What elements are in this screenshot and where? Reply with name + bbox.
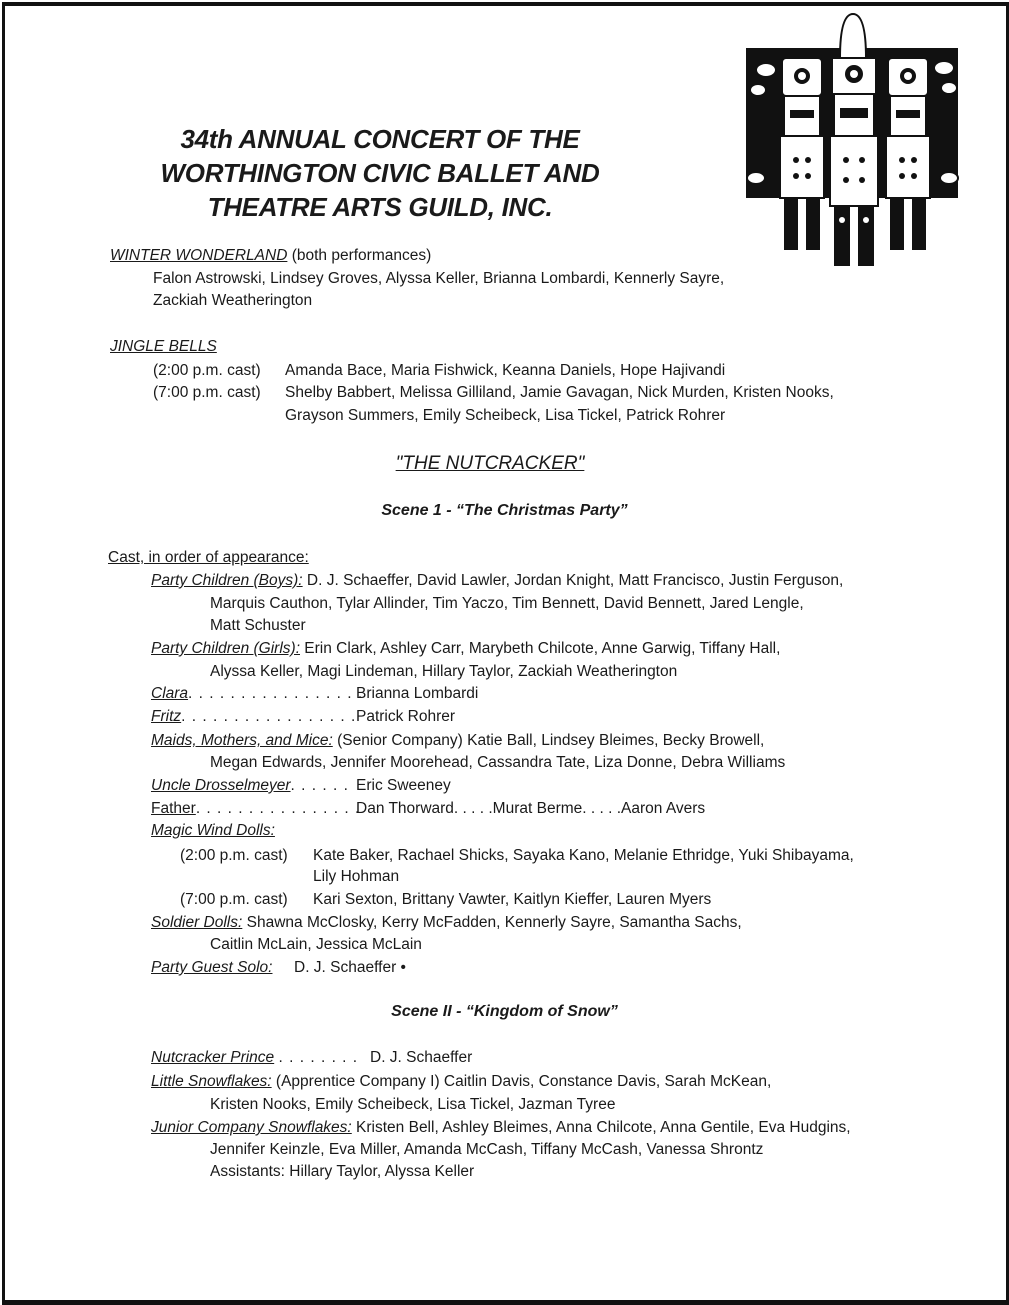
soldier-label: Soldier Dolls: (151, 914, 243, 931)
jingle-cast2-line-1: Shelby Babbert, Melissa Gilliland, Jamie Gavagan, Nick Murden, Kristen Nooks, (285, 384, 834, 401)
maids-label: Maids, Mothers, and Mice: (151, 732, 333, 749)
prince-dots: . . . . . . . . (278, 1049, 359, 1066)
junior-line-2: Jennifer Keinzle, Eva Miller, Amanda McCash, Tiffany McCash, Vanessa Shrontz (210, 1141, 764, 1158)
boys-line-2: Marquis Cauthon, Tylar Allinder, Tim Yaczo, Tim Bennett, David Bennett, Jared Lengle, (210, 595, 804, 612)
girls-label: Party Children (Girls): (151, 640, 300, 657)
little-label: Little Snowflakes: (151, 1073, 272, 1090)
jingle-cast2-line-2: Grayson Summers, Emily Scheibeck, Lisa Tickel, Patrick Rohrer (285, 407, 726, 424)
father-row (151, 798, 360, 820)
father-dots: . . . . . . . . . . . . . . . . (195, 800, 361, 817)
magic-label: Magic Wind Dolls: (151, 822, 275, 839)
nutcracker-illustration (744, 10, 962, 272)
prince-label: Nutcracker Prince (151, 1049, 275, 1066)
clara-dots: . . . . . . . . . . . . . . . . . (188, 685, 364, 702)
magic2-time: (7:00 p.m. cast) (180, 891, 288, 908)
father-names: Dan Thorward. . . . .Murat Berme. . . . .Aaron Avers (356, 800, 706, 817)
little-line-1 (151, 1071, 771, 1093)
uncle-row (151, 775, 349, 797)
maids-line-1 (151, 730, 764, 752)
little-names-1: (Apprentice Company I) Caitlin Davis, Constance Davis, Sarah McKean, (271, 1073, 772, 1090)
jingle-cast2-time: (7:00 p.m. cast) (153, 384, 261, 401)
concert-title (120, 122, 640, 224)
magic1-line-2: Lily Hohman (313, 868, 400, 885)
clara-row (151, 683, 363, 705)
winter-note: (both performances) (287, 247, 432, 264)
scene1-heading: Scene 1 - “The Christmas Party” (381, 502, 628, 519)
uncle-dots: . . . . . . (290, 777, 349, 794)
father-label: Father (151, 800, 196, 817)
clara-label: Clara (151, 685, 189, 702)
little-line-2: Kristen Nooks, Emily Scheibeck, Lisa Tickel, Jazman Tyree (210, 1096, 616, 1113)
jingle-cast1-time: (2:00 p.m. cast) (153, 362, 261, 379)
winter-heading-line (110, 245, 431, 267)
boys-label: Party Children (Boys): (151, 572, 303, 589)
magic2: Kari Sexton, Brittany Vawter, Kaitlyn Kieffer, Lauren Myers (313, 891, 712, 908)
soldier-line-1 (151, 912, 742, 934)
fritz-name: Patrick Rohrer (356, 708, 456, 725)
prince-row (151, 1047, 358, 1069)
junior-label: Junior Company Snowflakes: (151, 1119, 352, 1136)
girls-line-1 (151, 638, 780, 660)
uncle-label: Uncle Drosselmeyer (151, 777, 291, 794)
soldier-names-1: Shawna McClosky, Kerry McFadden, Kennerly Sayre, Samantha Sachs, (242, 914, 742, 931)
assistants: Assistants: Hillary Taylor, Alyssa Keller (210, 1163, 475, 1180)
winter-cast-line-2: Zackiah Weatherington (153, 292, 313, 309)
boys-line-1 (151, 570, 843, 592)
title-line-2: WORTHINGTON CIVIC BALLET AND (160, 158, 600, 188)
girls-line-2: Alyssa Keller, Magi Lindeman, Hillary Taylor, Zackiah Weatherington (210, 663, 678, 680)
boys-line-3: Matt Schuster (210, 617, 306, 634)
boys-names-1: D. J. Schaeffer, David Lawler, Jordan Knight, Matt Francisco, Justin Ferguson, (302, 572, 844, 589)
title-line-1: 34th ANNUAL CONCERT OF THE (180, 124, 580, 154)
title-line-3: THEATRE ARTS GUILD, INC. (207, 192, 553, 222)
maids-line-2: Megan Edwards, Jennifer Moorehead, Cassandra Tate, Liza Donne, Debra Williams (210, 754, 786, 771)
fritz-dots: . . . . . . . . . . . . . . . . . (181, 708, 357, 725)
girls-names-1: Erin Clark, Ashley Carr, Marybeth Chilcote, Anne Garwig, Tiffany Hall, (300, 640, 781, 657)
prince-name: D. J. Schaeffer (370, 1049, 473, 1066)
magic1-time: (2:00 p.m. cast) (180, 847, 288, 864)
uncle-name: Eric Sweeney (356, 777, 451, 794)
cast-intro: Cast, in order of appearance: (108, 549, 309, 566)
fritz-row (151, 706, 356, 728)
nutcracker-title: "THE NUTCRACKER" (395, 453, 585, 474)
maids-names-1: (Senior Company) Katie Ball, Lindsey Bleimes, Becky Browell, (332, 732, 765, 749)
scene2-heading: Scene II - “Kingdom of Snow” (391, 1003, 618, 1020)
soldier-line-2: Caitlin McLain, Jessica McLain (210, 936, 422, 953)
jingle-cast1: Amanda Bace, Maria Fishwick, Keanna Daniels, Hope Hajivandi (285, 362, 726, 379)
clara-name: Brianna Lombardi (356, 685, 479, 702)
magic1-line-1: Kate Baker, Rachael Shicks, Sayaka Kano, Melanie Ethridge, Yuki Shibayama, (313, 847, 854, 864)
guest-label: Party Guest Solo: (151, 959, 273, 976)
junior-line-1 (151, 1117, 851, 1139)
junior-names-1: Kristen Bell, Ashley Bleimes, Anna Chilcote, Anna Gentile, Eva Hudgins, (351, 1119, 851, 1136)
winter-cast-line-1: Falon Astrowski, Lindsey Groves, Alyssa Keller, Brianna Lombardi, Kennerly Sayre, (153, 270, 725, 287)
jingle-heading: JINGLE BELLS (110, 338, 217, 355)
guest-name: D. J. Schaeffer • (294, 959, 406, 976)
winter-heading: WINTER WONDERLAND (110, 247, 288, 264)
fritz-label: Fritz (151, 708, 182, 725)
